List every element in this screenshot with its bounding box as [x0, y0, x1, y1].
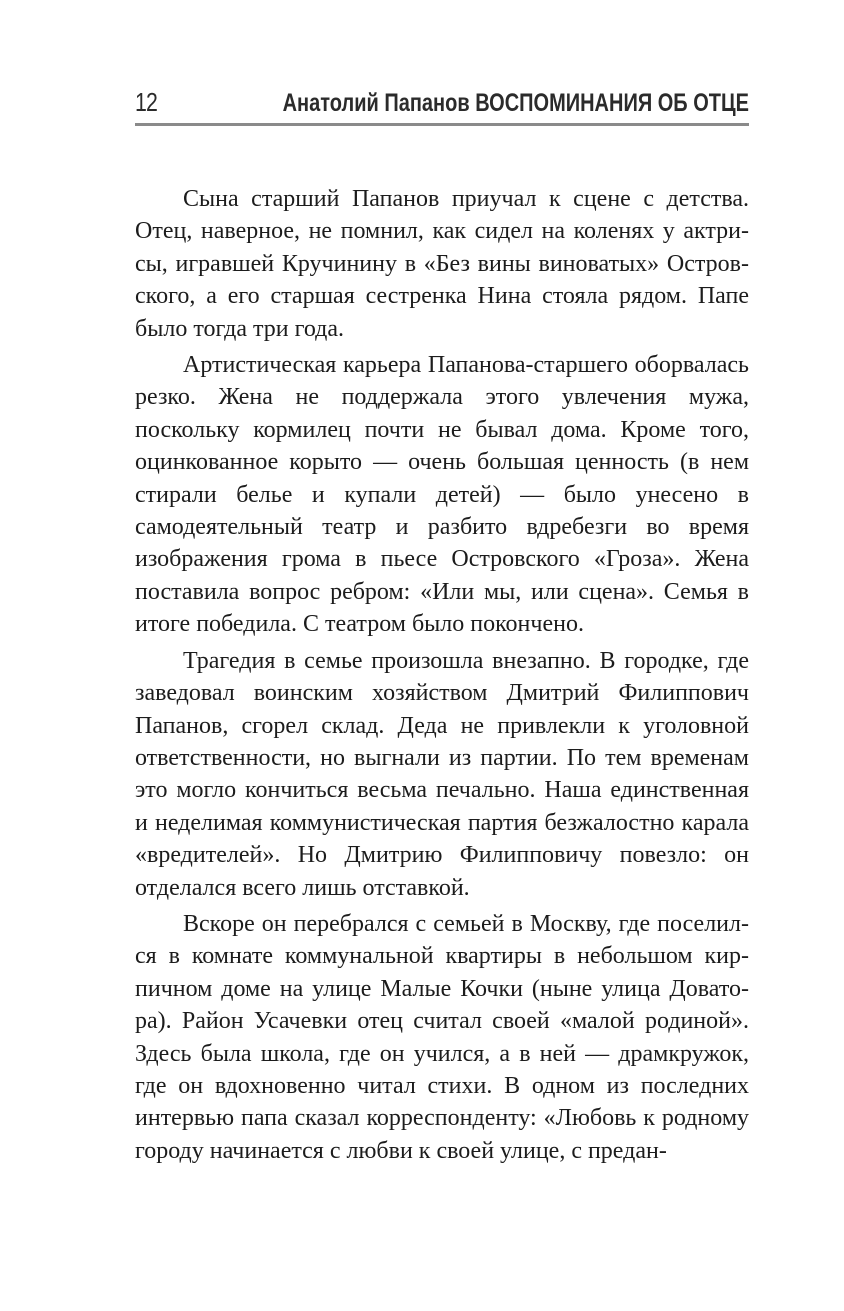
page-number: 12 — [135, 87, 158, 117]
running-header — [135, 86, 749, 122]
running-title-book: ВОСПОМИНАНИЯ ОБ ОТЦЕ — [475, 89, 749, 117]
paragraph-1: Сына старший Папанов приучал к сцене с детства. Отец, наверное, не помнил, как сидел на коленях у актрисы, игравшей Кручинину в «Без вины виноватых» Островского, а его старшая сестренка Нина стояла рядом. Папе было тогда три года. — [135, 186, 749, 342]
paragraph-3: Трагедия в семье произошла внезапно. В городке, где заведовал воинским хозяйством Дмитрий Филиппович Папанов, сгорел склад. Деда не привлекли к уголовной ответственности, но выгнали из партии. По тем временам это могло кончиться весьма печально. Наша единственная и неделимая коммунистическая партия безжалостно карала «вредителей». Но Дмитрию Филипповичу повезло: он отделался всего лишь отставкой. — [135, 647, 749, 901]
paragraph-2: Артистическая карьера Папанова-старшего оборвалась резко. Жена не поддержала этого увлечения мужа, поскольку кормилец почти не бывал дома. Кроме того, оцинкованное корыто — очень большая ценность (в нем стирали белье и купали детей) — было унесено в самодеятельный театр и разбито вдребезги во время изображения грома в пьесе Островского «Гроза». Жена поставила вопрос ребром: «Или мы, или сцена». Семья в итоге победила. С театром было покончено. — [135, 352, 749, 638]
header-rule — [135, 123, 749, 126]
running-title-author: Анатолий Папанов — [282, 89, 470, 117]
running-title — [283, 89, 749, 118]
paragraph-4: Вскоре он перебрался с семьей в Москву, где поселился в комнате коммунальной квартиры в небольшом кирпичном доме на улице Малые Кочки (ныне улица Доватора). Район Усачевки отец считал своей «малой родиной». Здесь была школа, где он учился, а в ней — драмкружок, где он вдохновенно читал стихи. В одном из последних интервью папа сказал корреспонденту: «Любовь к родному городу начинается с любви к своей улице, с предан- — [135, 910, 749, 1164]
body-text — [135, 183, 749, 1171]
